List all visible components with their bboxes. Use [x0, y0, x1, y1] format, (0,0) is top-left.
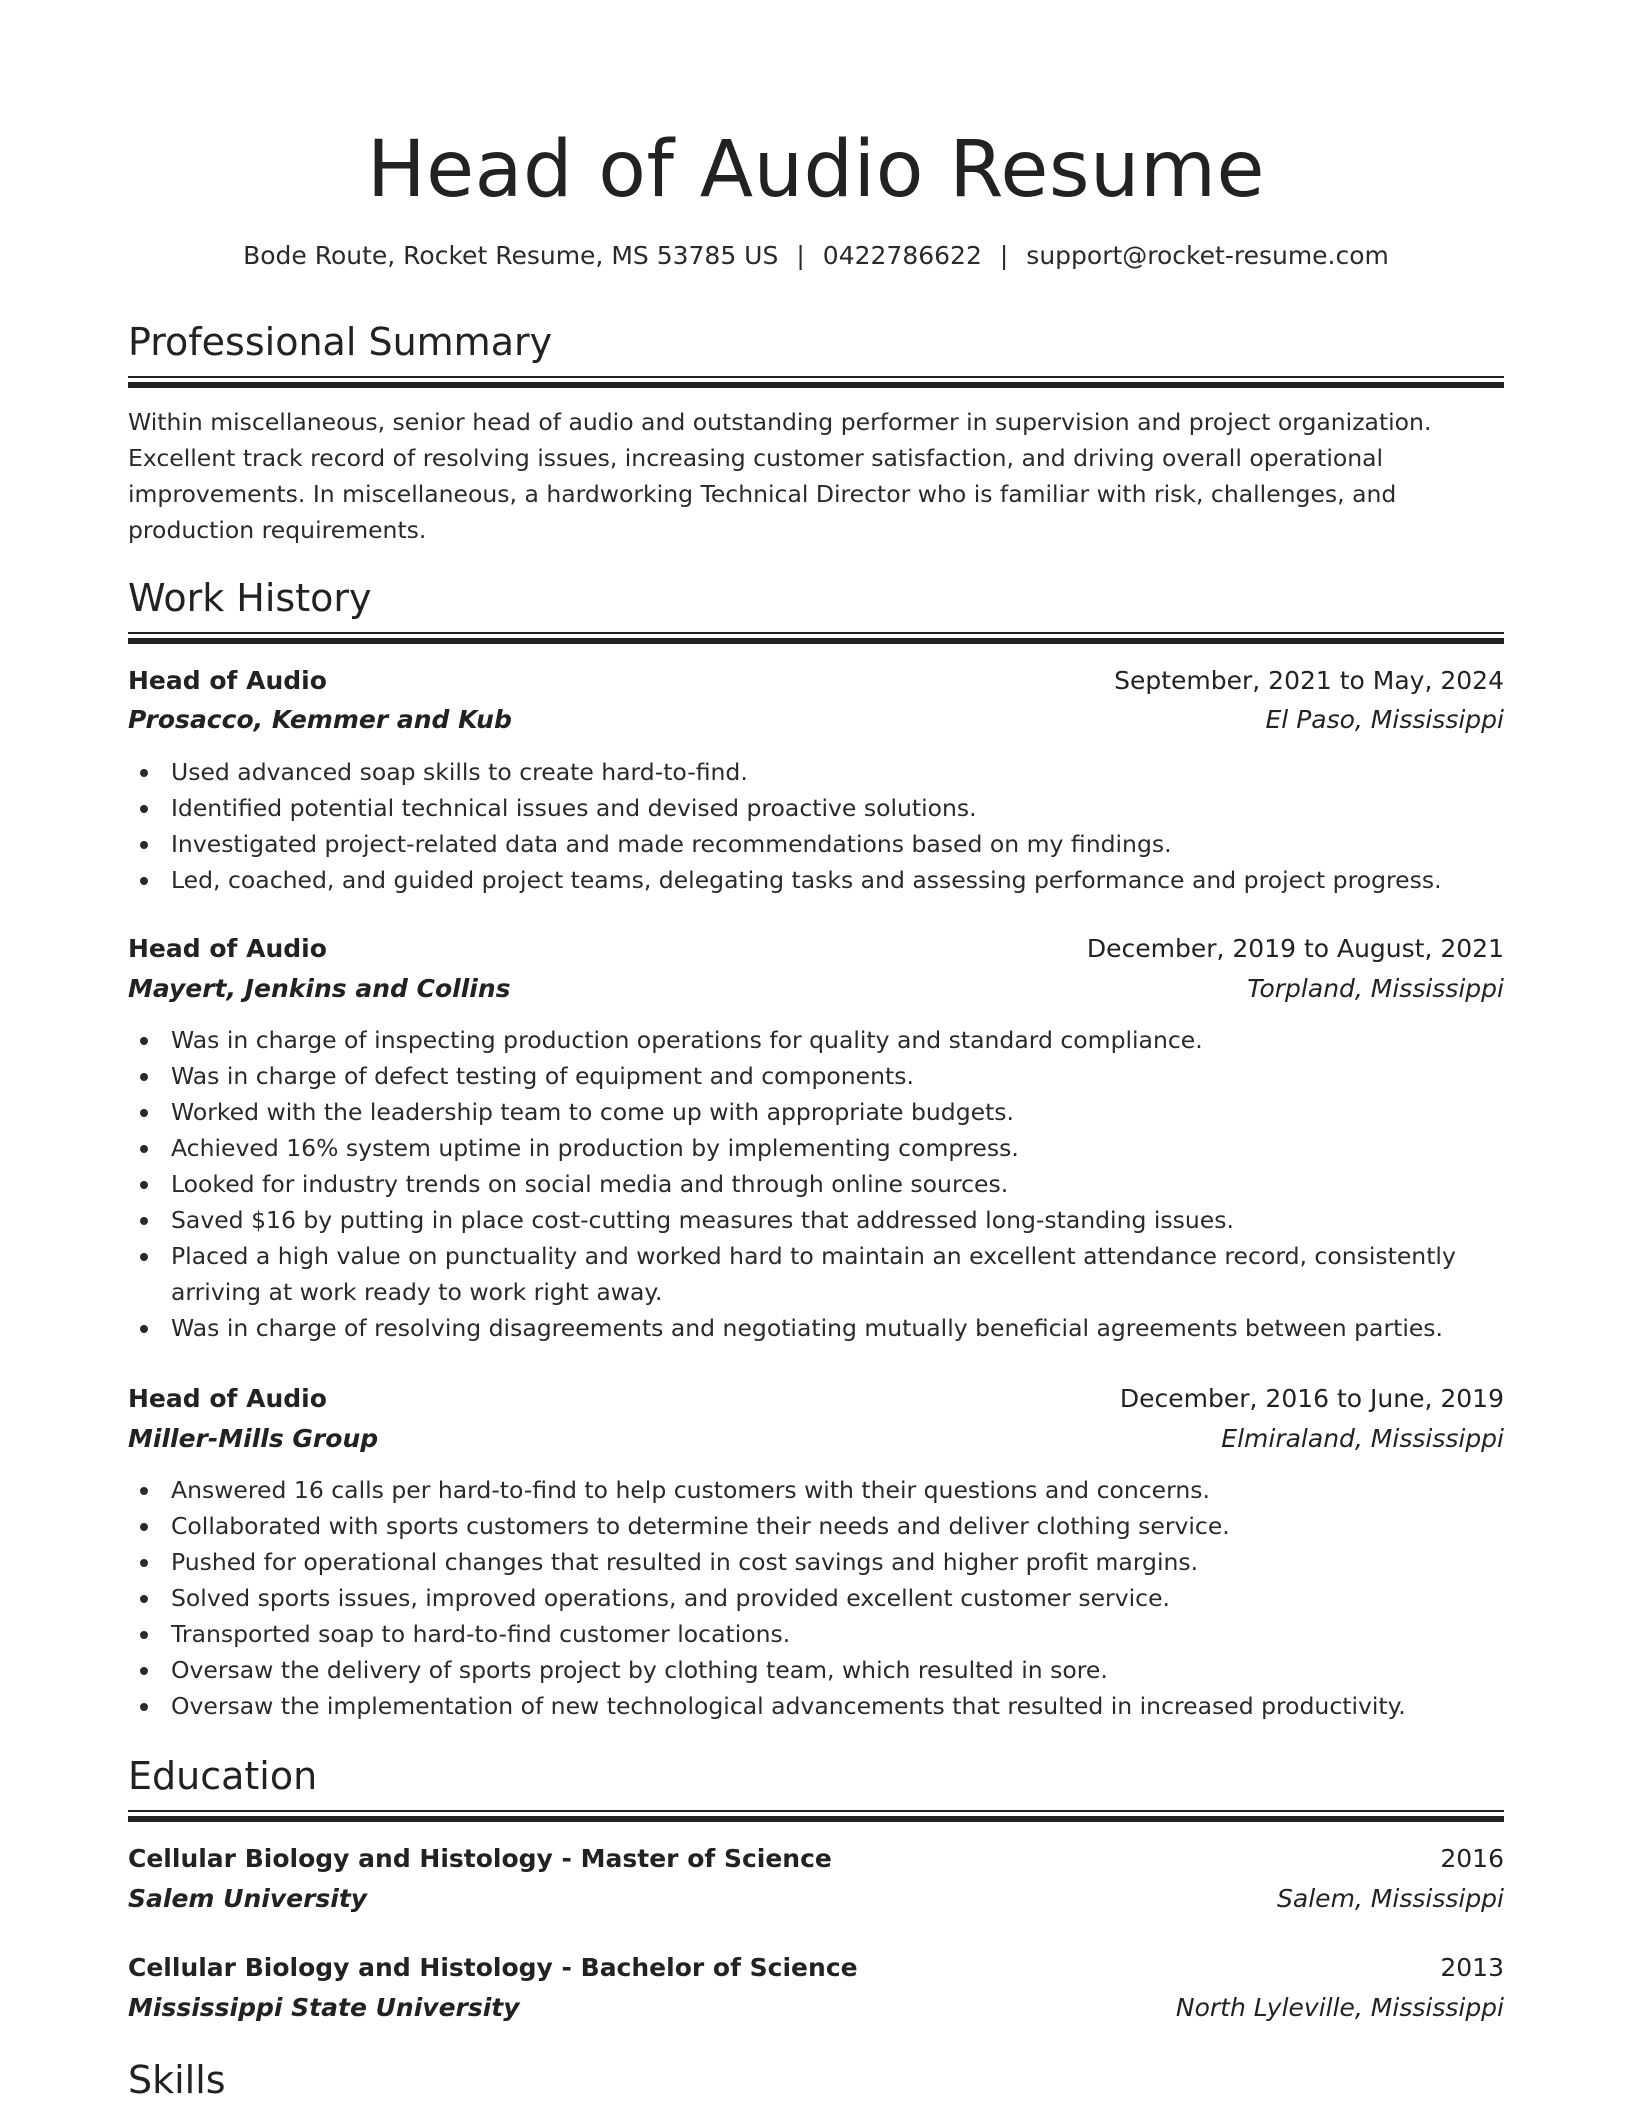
contact-email[interactable]: support@rocket-resume.com [1026, 241, 1389, 270]
education-header [128, 1838, 1504, 1878]
job-location: Torpland, Mississippi [1247, 973, 1504, 1003]
job-bullet: Oversaw the implementation of new technological advancements that resulted in increased productivity. [128, 1688, 1504, 1724]
job-subheader [128, 968, 1504, 1008]
education-school: Salem University [128, 1883, 368, 1913]
education-location: Salem, Mississippi [1277, 1883, 1504, 1913]
skills-heading: Skills [128, 2058, 226, 2102]
job-bullet: Oversaw the delivery of sports project by clothing team, which resulted in sore. [128, 1652, 1504, 1688]
section-divider [128, 376, 1504, 388]
job-bullet: Answered 16 calls per hard-to-find to help customers with their questions and concerns. [128, 1472, 1504, 1508]
job-company: Mayert, Jenkins and Collins [128, 973, 511, 1003]
job-location: El Paso, Mississippi [1265, 704, 1504, 734]
job-bullet: Identified potential technical issues and devised proactive solutions. [128, 790, 1504, 826]
job-bullets [128, 1022, 1504, 1346]
job-bullet: Led, coached, and guided project teams, delegating tasks and assessing performance and project progress. [128, 862, 1504, 898]
job-location: Elmiraland, Mississippi [1221, 1423, 1504, 1453]
contact-address: Bode Route, Rocket Resume, MS 53785 US [243, 241, 779, 270]
job-title: Head of Audio [128, 1383, 327, 1413]
education-year: 2016 [1440, 1843, 1504, 1873]
education-location: North Lyleville, Mississippi [1175, 1992, 1504, 2022]
section-divider [128, 1810, 1504, 1822]
education-degree: Cellular Biology and Histology - Bachelor of Science [128, 1952, 858, 1982]
education-degree: Cellular Biology and Histology - Master of Science [128, 1843, 832, 1873]
job-bullet: Worked with the leadership team to come up with appropriate budgets. [128, 1094, 1504, 1130]
job-bullet: Placed a high value on punctuality and worked hard to maintain an excellent attendance record, consistently arriving at work ready to work right away. [128, 1238, 1504, 1310]
job-title: Head of Audio [128, 933, 327, 963]
job-dates: December, 2019 to August, 2021 [1086, 933, 1504, 963]
job-subheader [128, 1418, 1504, 1458]
job-bullet: Solved sports issues, improved operations, and provided excellent customer service. [128, 1580, 1504, 1616]
education-school: Mississippi State University [128, 1992, 520, 2022]
education-header [128, 1947, 1504, 1987]
contact-line [0, 236, 1632, 276]
education-year: 2013 [1440, 1952, 1504, 1982]
contact-separator: | [999, 241, 1009, 270]
job-bullets [128, 754, 1504, 898]
job-title: Head of Audio [128, 665, 327, 695]
job-bullet: Achieved 16% system uptime in production by implementing compress. [128, 1130, 1504, 1166]
job-bullet: Collaborated with sports customers to determine their needs and deliver clothing service. [128, 1508, 1504, 1544]
contact-phone[interactable]: 0422786622 [822, 241, 982, 270]
job-bullet: Saved $16 by putting in place cost-cutting measures that addressed long-standing issues. [128, 1202, 1504, 1238]
job-subheader [128, 699, 1504, 739]
summary-text: Within miscellaneous, senior head of audio and outstanding performer in supervision and project organization. Excellent track record of resolving issues, increasing customer satisfaction, and driving overall operational improvements. In miscellaneous, a hardworking Technical Director who is familiar with risk, challenges, and production requirements. [128, 408, 1432, 544]
job-bullet: Was in charge of defect testing of equipment and components. [128, 1058, 1504, 1094]
job-header [128, 660, 1504, 700]
job-bullet: Was in charge of resolving disagreements and negotiating mutually beneficial agreements between parties. [128, 1310, 1504, 1346]
job-bullet: Transported soap to hard-to-find customer locations. [128, 1616, 1504, 1652]
section-divider [128, 632, 1504, 644]
job-bullet: Looked for industry trends on social media and through online sources. [128, 1166, 1504, 1202]
work-heading: Work History [128, 576, 372, 620]
summary-heading: Professional Summary [128, 320, 553, 364]
job-company: Miller-Mills Group [128, 1423, 379, 1453]
job-dates: September, 2021 to May, 2024 [1114, 665, 1504, 695]
job-header [128, 928, 1504, 968]
job-dates: December, 2016 to June, 2019 [1119, 1383, 1504, 1413]
education-subheader [128, 1987, 1504, 2027]
job-company: Prosacco, Kemmer and Kub [128, 704, 512, 734]
job-header [128, 1378, 1504, 1418]
job-bullet: Investigated project-related data and made recommendations based on my findings. [128, 826, 1504, 862]
resume-title: Head of Audio Resume [367, 125, 1265, 215]
contact-separator: | [796, 241, 805, 270]
education-heading: Education [128, 1754, 318, 1798]
education-subheader [128, 1878, 1504, 1918]
job-bullet: Used advanced soap skills to create hard-to-find. [128, 754, 1504, 790]
job-bullets [128, 1472, 1504, 1724]
job-bullet: Was in charge of inspecting production operations for quality and standard compliance. [128, 1022, 1504, 1058]
job-bullet: Pushed for operational changes that resulted in cost savings and higher profit margins. [128, 1544, 1504, 1580]
